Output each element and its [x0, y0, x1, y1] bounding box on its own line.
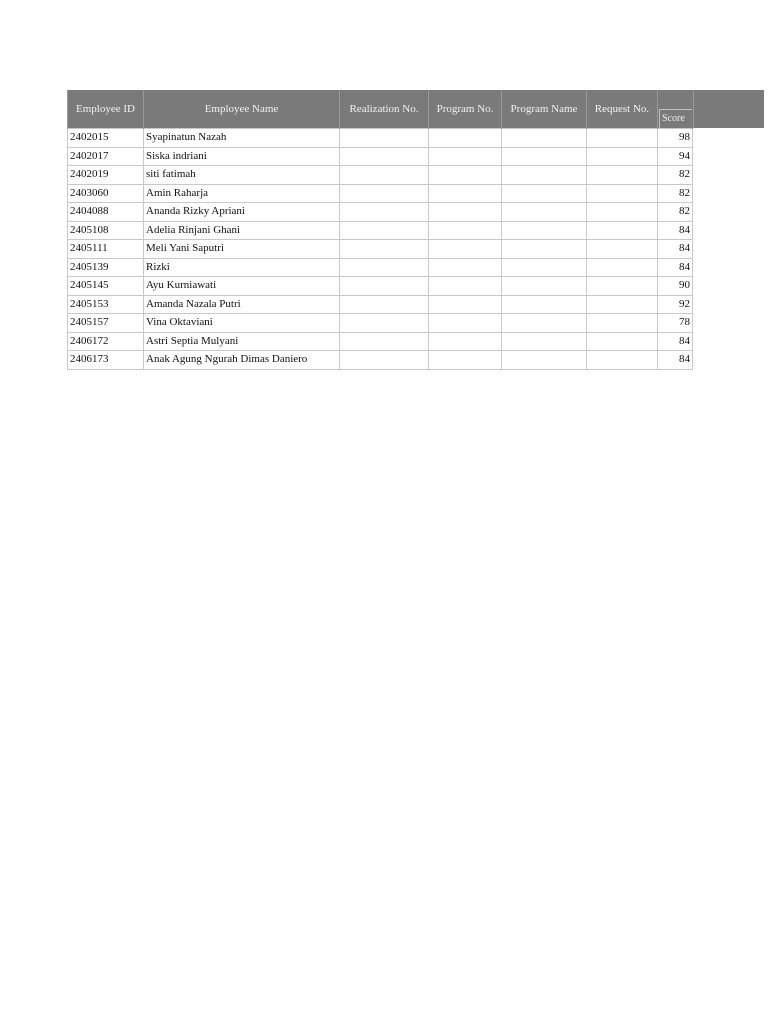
cell-request-no: [587, 314, 658, 333]
cell-program-no: [429, 166, 502, 185]
cell-realization-no: [340, 147, 429, 166]
cell-employee-id: 2403060: [68, 184, 144, 203]
cell-realization-no: [340, 332, 429, 351]
cell-score: 82: [658, 203, 693, 222]
cell-employee-name: Vina Oktaviani: [144, 314, 340, 333]
cell-realization-no: [340, 166, 429, 185]
cell-program-name: [502, 332, 587, 351]
cell-employee-id: 2405153: [68, 295, 144, 314]
cell-employee-id: 2406172: [68, 332, 144, 351]
cell-employee-id: 2405145: [68, 277, 144, 296]
table-row: [68, 129, 693, 148]
cell-employee-id: 2404088: [68, 203, 144, 222]
cell-employee-id: 2402019: [68, 166, 144, 185]
table-row: [68, 351, 693, 370]
cell-employee-id: 2406173: [68, 351, 144, 370]
header-score-cell: [658, 90, 693, 129]
cell-employee-name: Ayu Kurniawati: [144, 277, 340, 296]
cell-realization-no: [340, 240, 429, 259]
cell-program-name: [502, 277, 587, 296]
cell-employee-name: Rizki: [144, 258, 340, 277]
table-row: [68, 314, 693, 333]
header-employee-id: Employee ID: [68, 90, 144, 129]
cell-employee-id: 2405108: [68, 221, 144, 240]
cell-program-name: [502, 240, 587, 259]
cell-employee-name: siti fatimah: [144, 166, 340, 185]
cell-realization-no: [340, 184, 429, 203]
cell-employee-name: Anak Agung Ngurah Dimas Daniero: [144, 351, 340, 370]
cell-realization-no: [340, 221, 429, 240]
cell-employee-name: Adelia Rinjani Ghani: [144, 221, 340, 240]
cell-realization-no: [340, 314, 429, 333]
employee-score-table: [67, 90, 693, 370]
cell-score: 84: [658, 332, 693, 351]
cell-request-no: [587, 166, 658, 185]
cell-request-no: [587, 332, 658, 351]
cell-employee-id: 2405157: [68, 314, 144, 333]
cell-program-name: [502, 166, 587, 185]
cell-program-name: [502, 314, 587, 333]
cell-score: 84: [658, 221, 693, 240]
cell-program-no: [429, 332, 502, 351]
header-score: Score: [659, 109, 692, 128]
cell-score: 98: [658, 129, 693, 148]
cell-request-no: [587, 184, 658, 203]
table-row: [68, 203, 693, 222]
cell-request-no: [587, 240, 658, 259]
header-program-no: Program No.: [429, 90, 502, 129]
cell-request-no: [587, 277, 658, 296]
cell-realization-no: [340, 129, 429, 148]
cell-employee-name: Syapinatun Nazah: [144, 129, 340, 148]
cell-program-no: [429, 258, 502, 277]
cell-program-name: [502, 147, 587, 166]
table-row: [68, 147, 693, 166]
cell-score: 84: [658, 351, 693, 370]
cell-request-no: [587, 203, 658, 222]
table-row: [68, 166, 693, 185]
cell-program-name: [502, 295, 587, 314]
cell-employee-id: 2402015: [68, 129, 144, 148]
cell-realization-no: [340, 203, 429, 222]
cell-score: 84: [658, 240, 693, 259]
header-extension-band: [693, 90, 764, 128]
header-program-name: Program Name: [502, 90, 587, 129]
cell-employee-name: Astri Septia Mulyani: [144, 332, 340, 351]
table-row: [68, 332, 693, 351]
cell-score: 82: [658, 166, 693, 185]
table-row: [68, 258, 693, 277]
cell-score: 84: [658, 258, 693, 277]
table-header-row: [68, 90, 693, 129]
table-row: [68, 295, 693, 314]
cell-program-name: [502, 258, 587, 277]
cell-score: 90: [658, 277, 693, 296]
cell-program-name: [502, 129, 587, 148]
cell-score: 82: [658, 184, 693, 203]
table-row: [68, 277, 693, 296]
cell-program-name: [502, 184, 587, 203]
table-row: [68, 184, 693, 203]
cell-program-name: [502, 351, 587, 370]
header-employee-name: Employee Name: [144, 90, 340, 129]
cell-employee-name: Amin Raharja: [144, 184, 340, 203]
header-realization-no: Realization No.: [340, 90, 429, 129]
cell-request-no: [587, 258, 658, 277]
header-request-no: Request No.: [587, 90, 658, 129]
cell-realization-no: [340, 277, 429, 296]
cell-request-no: [587, 351, 658, 370]
cell-realization-no: [340, 258, 429, 277]
cell-employee-id: 2405111: [68, 240, 144, 259]
cell-request-no: [587, 147, 658, 166]
cell-score: 78: [658, 314, 693, 333]
cell-request-no: [587, 295, 658, 314]
cell-request-no: [587, 221, 658, 240]
cell-request-no: [587, 129, 658, 148]
cell-program-no: [429, 295, 502, 314]
cell-employee-id: 2405139: [68, 258, 144, 277]
cell-program-no: [429, 184, 502, 203]
cell-score: 94: [658, 147, 693, 166]
cell-program-no: [429, 240, 502, 259]
cell-program-name: [502, 203, 587, 222]
cell-employee-name: Amanda Nazala Putri: [144, 295, 340, 314]
cell-program-name: [502, 221, 587, 240]
cell-realization-no: [340, 295, 429, 314]
table-row: [68, 240, 693, 259]
cell-program-no: [429, 147, 502, 166]
cell-program-no: [429, 129, 502, 148]
cell-employee-id: 2402017: [68, 147, 144, 166]
cell-realization-no: [340, 351, 429, 370]
cell-score: 92: [658, 295, 693, 314]
table-body: [68, 129, 693, 370]
cell-employee-name: Meli Yani Saputri: [144, 240, 340, 259]
cell-employee-name: Ananda Rizky Apriani: [144, 203, 340, 222]
cell-program-no: [429, 277, 502, 296]
table-row: [68, 221, 693, 240]
cell-program-no: [429, 314, 502, 333]
cell-program-no: [429, 203, 502, 222]
cell-employee-name: Siska indriani: [144, 147, 340, 166]
cell-program-no: [429, 351, 502, 370]
cell-program-no: [429, 221, 502, 240]
